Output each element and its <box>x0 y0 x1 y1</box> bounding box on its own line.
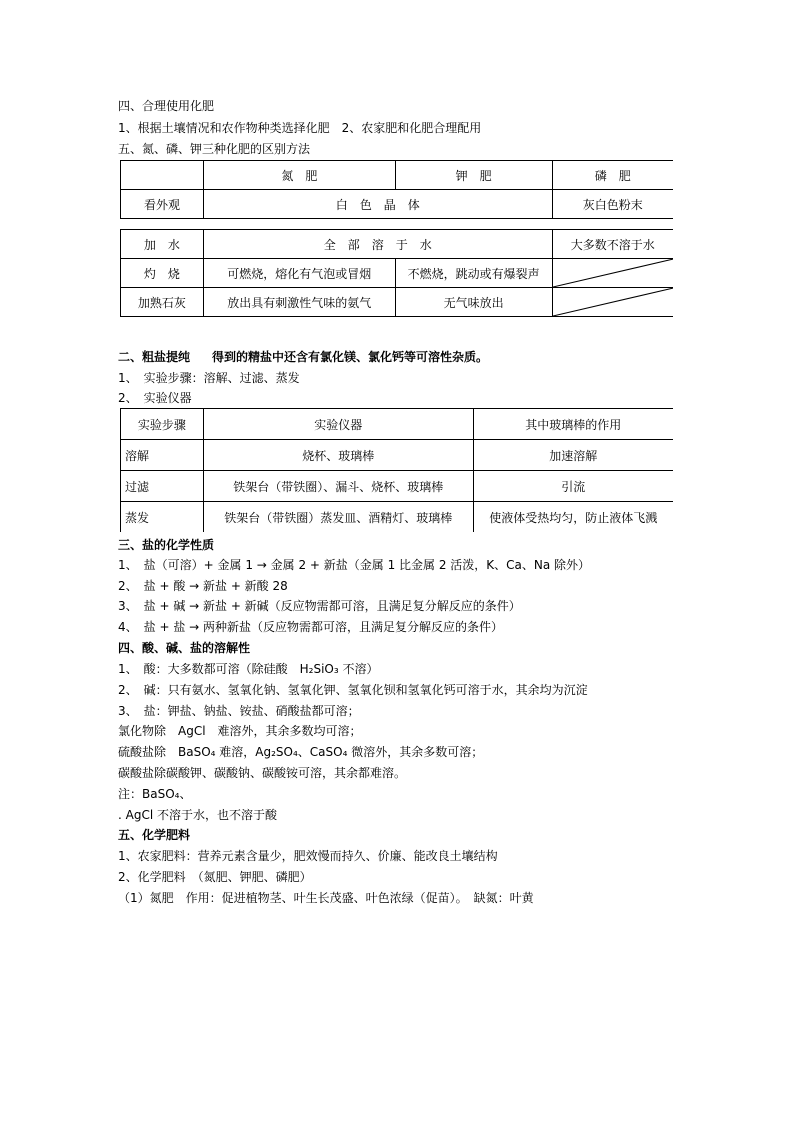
fertilizer-compare-table-bottom <box>120 229 673 317</box>
salt-heading-title: 二、粗盐提纯 <box>118 350 191 364</box>
table-cell <box>121 161 204 190</box>
salt-heading <box>118 349 488 365</box>
row-label: 灼 烧 <box>121 259 204 288</box>
table-cell: 加速溶解 <box>473 440 673 471</box>
fertilizer-compare-table-top <box>120 160 673 219</box>
table-cell: 过滤 <box>121 471 204 502</box>
table-row <box>121 230 674 259</box>
table-row <box>121 409 674 440</box>
table-header-n: 氮 肥 <box>203 161 395 190</box>
table-row <box>121 190 674 219</box>
solubility-line-6: 碳酸盐除碳酸钾、碳酸钠、碳酸铵可溶，其余都难溶。 <box>118 766 407 780</box>
table-cell: 引流 <box>473 471 673 502</box>
props-heading: 三、盐的化学性质 <box>118 538 215 552</box>
table-row <box>121 161 674 190</box>
instrument-table <box>120 408 673 532</box>
solubility-line-5: 硫酸盐除 BaSO₄ 难溶，Ag₂SO₄、CaSO₄ 微溶外，其余多数可溶； <box>118 745 484 759</box>
table-header: 实验步骤 <box>121 409 204 440</box>
solubility-line-3: 3、 盐：钾盐、钠盐、铵盐、硝酸盐都可溶； <box>118 704 360 718</box>
fertilizer-line-3: （1）氮肥 作用：促进植物茎、叶生长茂盛、叶色浓绿（促苗）。 缺氮：叶黄 <box>118 891 534 905</box>
solubility-note-1: 注：BaSO₄、 <box>118 787 192 801</box>
diagonal-empty-cell <box>552 259 673 288</box>
table-cell: 大多数不溶于水 <box>552 230 673 259</box>
solubility-line-2: 2、 碱：只有氨水、氢氧化钠、氢氧化钾、氢氧化钡和氢氧化钙可溶于水，其余均为沉淀 <box>118 683 588 697</box>
props-line-4: 4、 盐 + 盐 → 两种新盐（反应物需都可溶，且满足复分解反应的条件） <box>118 620 504 634</box>
table-header: 实验仪器 <box>203 409 473 440</box>
table-cell: 不燃烧，跳动或有爆裂声 <box>395 259 552 288</box>
table-cell: 可燃烧，熔化有气泡或冒烟 <box>203 259 395 288</box>
table-row <box>121 471 674 502</box>
table-cell: 铁架台（带铁圈）、漏斗、烧杯、玻璃棒 <box>203 471 473 502</box>
table-header-p: 磷 肥 <box>552 161 673 190</box>
table-cell: 灰白色粉末 <box>552 190 673 219</box>
table-header: 其中玻璃棒的作用 <box>473 409 673 440</box>
props-line-2: 2、 盐 + 酸 → 新盐 + 新酸 28 <box>118 579 288 593</box>
table-row <box>121 259 674 288</box>
solubility-line-1: 1、 酸：大多数都可溶（除硅酸 H₂SiO₃ 不溶） <box>118 662 379 676</box>
diagonal-line <box>553 288 673 316</box>
row-label: 看外观 <box>121 190 204 219</box>
table-cell: 烧杯、玻璃棒 <box>203 440 473 471</box>
table-cell: 无气味放出 <box>395 288 552 317</box>
table-cell: 使液体受热均匀，防止液体飞溅 <box>473 502 673 533</box>
table-row <box>121 288 674 317</box>
props-line-1: 1、 盐（可溶）+ 金属 1 → 金属 2 + 新盐（金属 1 比金属 2 活泼，K、Ca、Na 除外） <box>118 558 591 572</box>
row-label: 加熟石灰 <box>121 288 204 317</box>
solubility-heading: 四、酸、碱、盐的溶解性 <box>118 641 251 655</box>
fert-use-heading: 四、合理使用化肥 <box>118 99 215 113</box>
fertilizer-line-2: 2、化学肥料 （氮肥、钾肥、磷肥） <box>118 870 312 884</box>
table-cell: 铁架台（带铁圈）蒸发皿、酒精灯、玻璃棒 <box>203 502 473 533</box>
props-line-3: 3、 盐 + 碱 → 新盐 + 新碱（反应物需都可溶，且满足复分解反应的条件） <box>118 599 521 613</box>
table-cell: 全 部 溶 于 水 <box>203 230 552 259</box>
fert-use-line-2: 五、氮、磷、钾三种化肥的区别方法 <box>118 142 311 156</box>
table-row <box>121 502 674 533</box>
table-cell: 放出具有刺激性气味的氨气 <box>203 288 395 317</box>
solubility-line-4: 氯化物除 AgCl 难溶外，其余多数均可溶； <box>118 724 362 738</box>
diagonal-empty-cell <box>552 288 673 317</box>
row-label: 加 水 <box>121 230 204 259</box>
table-cell: 蒸发 <box>121 502 204 533</box>
table-cell: 溶解 <box>121 440 204 471</box>
fert-use-line-1: 1、根据土壤情况和农作物种类选择化肥 2、农家肥和化肥合理配用 <box>118 121 482 135</box>
table-header-k: 钾 肥 <box>395 161 552 190</box>
table-cell: 白 色 晶 体 <box>203 190 552 219</box>
fertilizer-line-1: 1、农家肥料：营养元素含量少，肥效慢而持久、价廉、能改良土壤结构 <box>118 849 498 863</box>
fertilizer-heading: 五、化学肥料 <box>118 828 191 842</box>
table-row <box>121 440 674 471</box>
salt-heading-note: 得到的精盐中还含有氯化镁、氯化钙等可溶性杂质。 <box>212 350 489 364</box>
diagonal-line <box>553 259 673 287</box>
salt-step-2: 2、 实验仪器 <box>118 391 192 405</box>
salt-step-1: 1、 实验步骤：溶解、过滤、蒸发 <box>118 371 300 385</box>
solubility-note-2: . AgCl 不溶于水，也不溶于酸 <box>118 808 277 822</box>
